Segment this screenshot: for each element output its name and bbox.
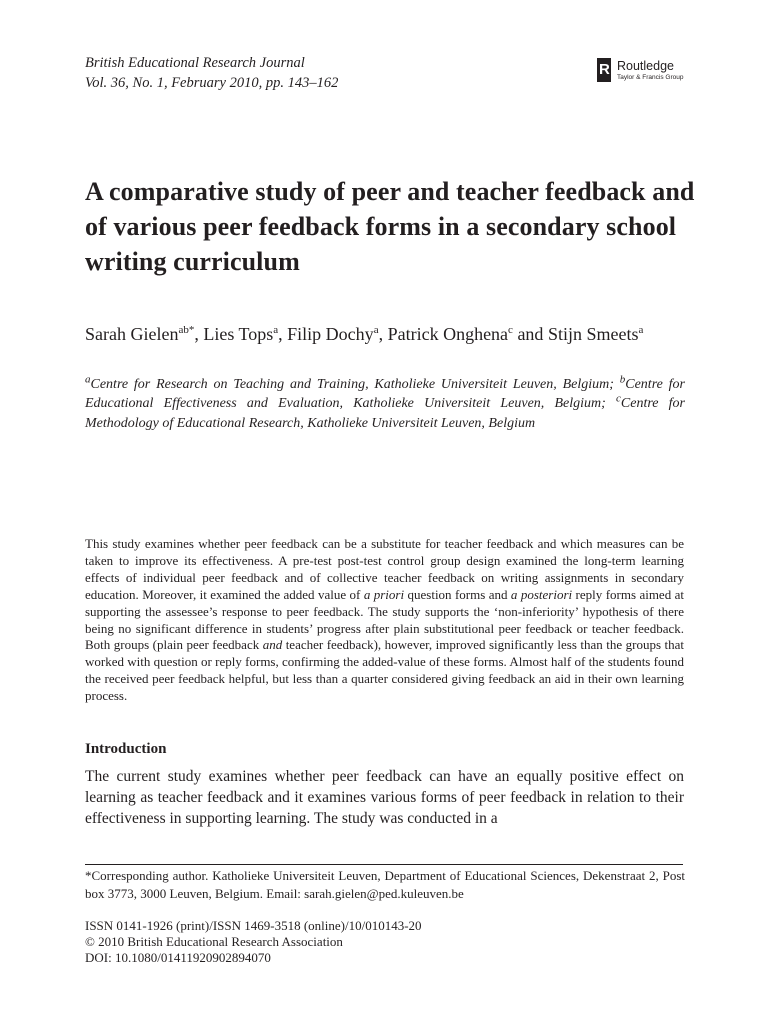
abstract-text: teacher feedback), however, improved significantly less than the groups that worked with question or reply forms, confirming the added-value of these forms. Almost half of the students found the received peer feedback helpful, but less than a quarter considered giving feedback an aid in their own learning process.	[85, 637, 684, 704]
affiliation-mark: c	[616, 392, 621, 405]
publication-identifiers	[85, 918, 685, 966]
author-affiliation-mark: a	[273, 324, 279, 336]
journal-name: British Educational Research Journal	[85, 55, 305, 71]
author-name: Sarah Gielen	[85, 324, 179, 344]
publisher-logo	[597, 58, 692, 88]
author-name: Filip Dochy	[287, 324, 374, 344]
section-heading: Introduction	[85, 741, 167, 757]
publisher-group: Taylor & Francis Group	[617, 74, 684, 81]
author-list	[85, 322, 695, 346]
journal-header	[85, 53, 338, 93]
abstract-emphasis: and	[262, 637, 283, 653]
author-separator: ,	[278, 324, 288, 344]
affiliation-text: Centre for Methodology of Educational Research, Katholieke Universiteit Leuven, Belgium	[85, 396, 686, 431]
doi-line: DOI: 10.1080/01411920902894070	[85, 950, 271, 965]
affiliation-text: Centre for Research on Teaching and Training, Katholieke Universiteit Leuven, Belgium;	[90, 377, 620, 392]
abstract	[85, 536, 684, 705]
corresponding-author-footnote: *Corresponding author. Katholieke Universiteit Leuven, Department of Educational Sciences, Dekenstraat 2, Post box 3773, 3000 Leuven, Belgium. Email: sarah.gielen@ped.kuleuven.be	[85, 868, 685, 901]
routledge-logo-icon	[597, 58, 611, 82]
affiliations	[85, 375, 685, 433]
abstract-emphasis: a posteriori	[510, 586, 573, 602]
body-paragraph: The current study examines whether peer feedback can have an equally positive effect on learning as teacher feedback and it examines various forms of peer feedback in relation to their effectiveness in supporting learning. The study was conducted in a	[85, 768, 684, 827]
author-affiliation-mark: c	[508, 324, 513, 336]
copyright-line: © 2010 British Educational Research Association	[85, 934, 343, 949]
author-affiliation-mark: a	[373, 324, 379, 336]
journal-issue: Vol. 36, No. 1, February 2010, pp. 143–162	[85, 75, 339, 91]
author-separator: and	[512, 324, 548, 344]
author-name: Stijn Smeets	[547, 324, 639, 344]
author-name: Patrick Onghena	[387, 324, 509, 344]
author-separator: ,	[378, 324, 388, 344]
routledge-logo-letter: R	[599, 61, 610, 78]
issn-line: ISSN 0141-1926 (print)/ISSN 1469-3518 (online)/10/010143-20	[85, 918, 422, 933]
article-title: A comparative study of peer and teacher feedback and of various peer feedback forms in a secondary school writing curriculum	[85, 177, 695, 276]
abstract-emphasis: a priori	[363, 586, 405, 602]
abstract-text: question forms and	[404, 586, 511, 602]
abstract-text: reply forms aimed at supporting the assessee’s response to peer feedback. The study supports the ‘non-inferiority’ hypothesis of there being no significant difference in students’ progress after plain substitutional peer feedback or teacher feedback. Both groups (plain peer feedback	[85, 586, 685, 653]
author-affiliation-mark: ab*	[178, 324, 195, 336]
affiliation-text: Centre for Educational Effectiveness and Evaluation, Katholieke Universiteit Leuven, Belgium;	[85, 377, 686, 412]
author-affiliation-mark: a	[638, 324, 644, 336]
abstract-text: This study examines whether peer feedback can be a substitute for teacher feedback and which measures can be taken to improve its effectiveness. A pre-test post-test control group design examined the long-term learning effects of individual peer feedback and of collective teacher feedback on writing assignments in secondary education. Moreover, it examined the added value of	[85, 536, 684, 602]
footnote-divider	[85, 864, 683, 865]
affiliation-mark: b	[619, 373, 626, 386]
author-separator: ,	[194, 324, 204, 344]
affiliation-mark: a	[85, 373, 91, 386]
publisher-name: Routledge	[617, 59, 674, 73]
author-name: Lies Tops	[203, 324, 274, 344]
